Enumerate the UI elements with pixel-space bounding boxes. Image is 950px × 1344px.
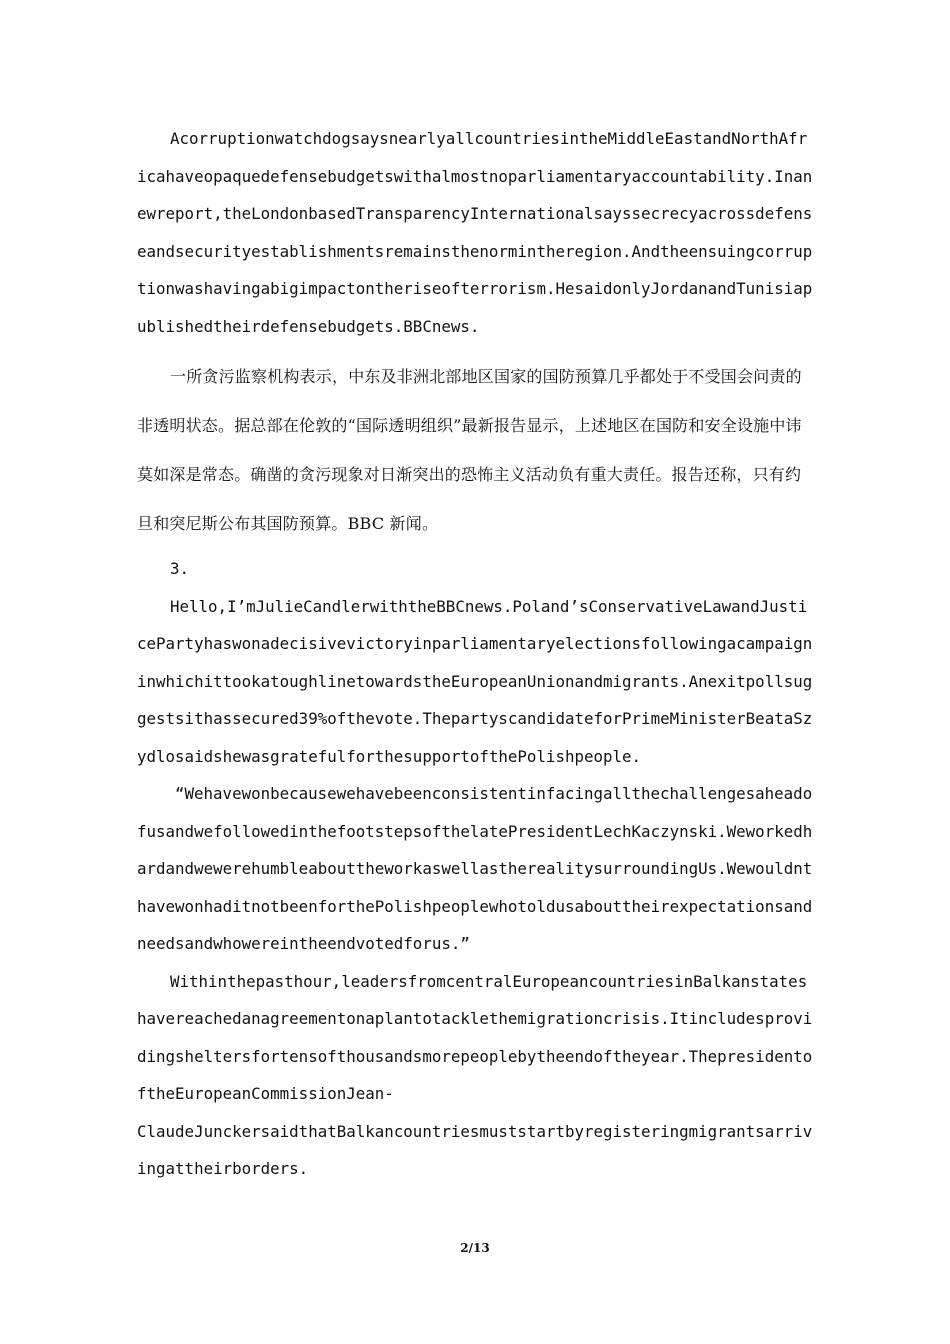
paragraph-english-1: Acorruptionwatchdogsaysnearlyallcountriesinthe​MiddleEastandNorthAfricahaveopaquedefensebudgetswithalmostnoparliamentaryaccountability.Inanewreport,theLondonbasedTransparencyInternationalsayssecrecyacrossdefenseandsecurityestablishmentsremainsthenormintheregion.Andtheensuingcorruptionwashavingabigimpactontheriseofterrorism.HesaidonlyJordanandTunisiapublishedtheirdefensebudgets.BBCnews. [137, 129, 813, 336]
paragraph-chinese-translation: 一所贪污监察机构表示，中东及非洲北部地区国家的国防预算几乎都处于不受国会问责的非透明状态。据总部在伦敦的“国际透明组织”最新报告显示，上述地区在国防和安全设施中讳莫如深是常态。确凿的贪污现象对日渐突出的恐怖主义活动负有重大责任。报告还称，只有约旦和突尼斯公布其国防预算。BBC 新闻。 [137, 367, 802, 533]
paragraph-english-3-continued: ClaudeJunckersaidthatBalkancountriesmuststartbyregisteringmigrantsarrivingattheirborders. [137, 1121, 813, 1178]
section-number: 3. [170, 559, 190, 578]
paragraph-english-3: Withinthepasthour,leadersfromcentralEuropeancountriesinBalkanstateshavereachedanagreementonaplantotacklethemigrationcrisis.Itincludesprovidingsheltersfortensofthousandsmorepeoplebytheendoftheyear.ThepresidentoftheEuropeanCommissionJean- [137, 971, 813, 1103]
document-body [137, 120, 813, 1188]
paragraph-quote: “WehavewonbecausewehavebeenconsistentinfacingallthechallengesaheadofusandwefollowedinthefootstepsofthelatePresidentLechKaczynski.WeworkedhardandwewerehumbleabouttheworkaswellastherealitysurroundingUs.WewouldnthavewonhaditnotbeenforthePolishpeoplewhotoldusabouttheirexpectationsandneedsandwhowereintheendvotedforus.” [137, 784, 813, 953]
paragraph-english-2: Hello,I’mJulieCandlerwiththeBBCnews.Poland’sConservativeLawandJusticePartyhaswonadecisivevictoryinparliamentaryelectionsfollowingacampaigninwhichittookatoughlinetowardstheEuropeanUnionandmigrants.Anexitpollsuggestsithassecured39%ofthevote.ThepartyscandidateforPrimeMinisterBeataSzydlosaidshewasgratefulforthesupportofthePolishpeople. [137, 596, 813, 766]
page-number: 2/13 [460, 1241, 490, 1255]
